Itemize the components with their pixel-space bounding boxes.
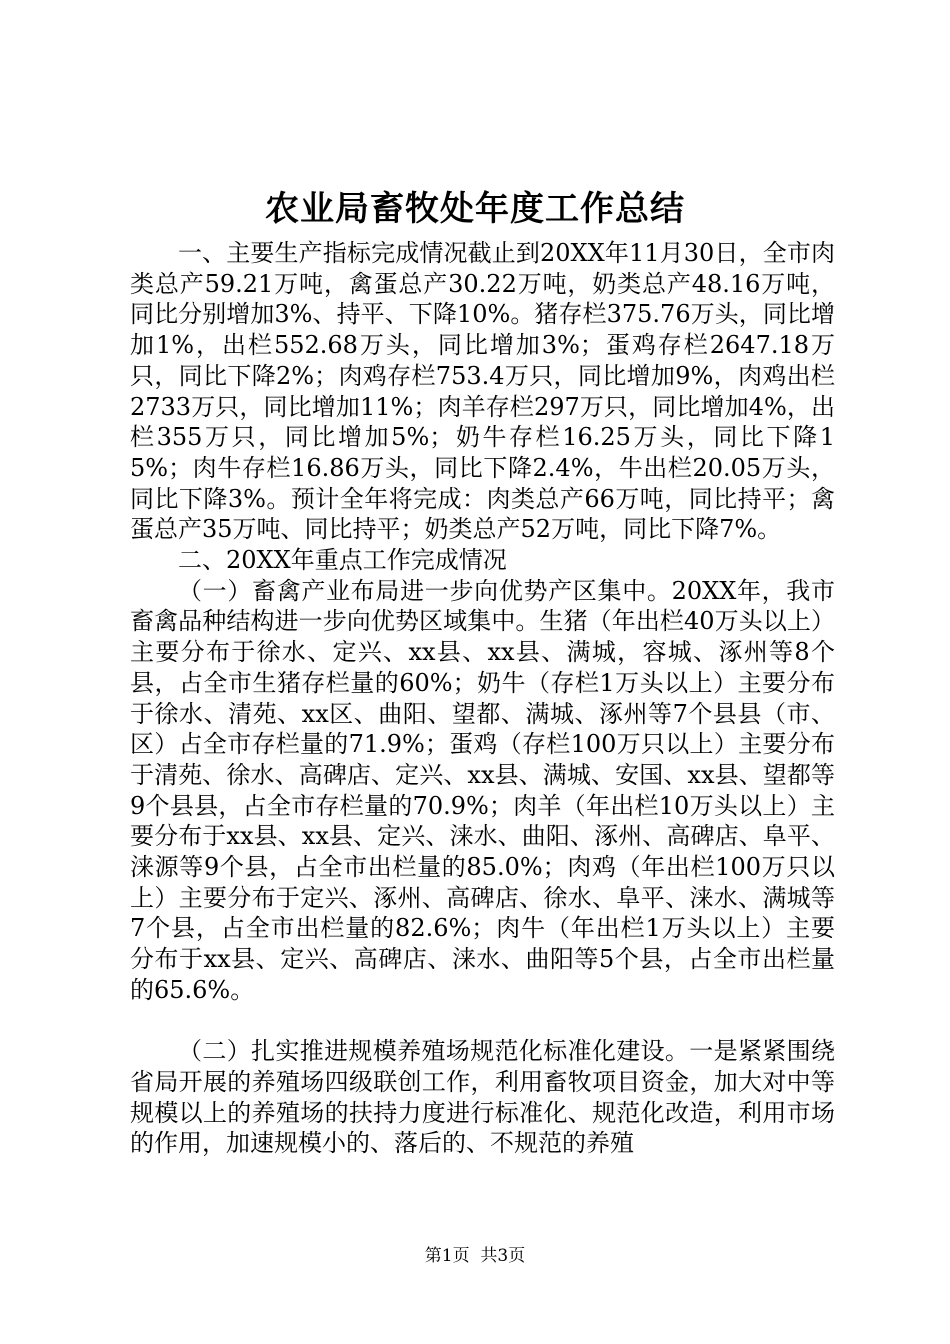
page-footer <box>0 1244 950 1268</box>
page-total: 共3页 <box>480 1246 526 1266</box>
page-title: 农业局畜牧处年度工作总结 <box>265 189 685 229</box>
paragraph-standardization: （二）扎实推进规模养殖场规范化标准化建设。一是紧紧围绕省局开展的养殖场四级联创工作，利用畜牧项目资金，加大对中等规模以上的养殖场的扶持力度进行标准化、规范化改造，利用市场的作用，加速规模小的、落后的、不规范的养殖 <box>130 1037 835 1158</box>
paragraph-industry-layout: （一）畜禽产业布局进一步向优势产区集中。20XX年，我市畜禽品种结构进一步向优势区域集中。生猪（年出栏40万头以上）主要分布于徐水、定兴、xx县、xx县、满城，容城、涿州等8个县，占全市生猪存栏量的60%；奶牛（存栏1万头以上）主要分布于徐水、清苑、xx区、曲阳、望都、满城、涿州等7个县县（市、区）占全市存栏量的71.9%；蛋鸡（存栏100万只以上）主要分布于清苑、徐水、高碑店、定兴、xx县、满城、安国、xx县、望都等9个县县，占全市存栏量的70.9%；肉羊（年出栏10万头以上）主要分布于xx县、xx县、定兴、涞水、曲阳、涿州、高碑店、阜平、涞源等9个县，占全市出栏量的85.0%；肉鸡（年出栏100万只以上）主要分布于定兴、涿州、高碑店、徐水、阜平、涞水、满城等7个县，占全市出栏量的82.6%；肉牛（年出栏1万头以上）主要分布于xx县、定兴、高碑店、涞水、曲阳等5个县，占全市出栏量的65.6%。 <box>130 576 835 1004</box>
paragraph-section-heading: 二、20XX年重点工作完成情况 <box>178 546 507 575</box>
paragraph-production-indicators: 一、主要生产指标完成情况截止到20XX年11月30日，全市肉类总产59.21万吨，禽蛋总产30.22万吨，奶类总产48.16万吨，同比分别增加3%、持平、下降10%。猪存栏375.76万头，同比增加1%，出栏552.68万头，同比增加3%；蛋鸡存栏2647.18万只，同比下降2%；肉鸡存栏753.4万只，同比增加9%，肉鸡出栏2733万只，同比增加11%；肉羊存栏297万只，同比增加4%，出栏355万只，同比增加5%；奶牛存栏16.25万头，同比下降15%；肉牛存栏16.86万头，同比下降2.4%，牛出栏20.05万头，同比下降3%。预计全年将完成：肉类总产66万吨，同比持平；禽蛋总产35万吨、同比持平；奶类总产52万吨，同比下降7%。 <box>130 239 835 544</box>
page-number: 第1页 <box>424 1246 470 1266</box>
document-body <box>130 238 835 1159</box>
